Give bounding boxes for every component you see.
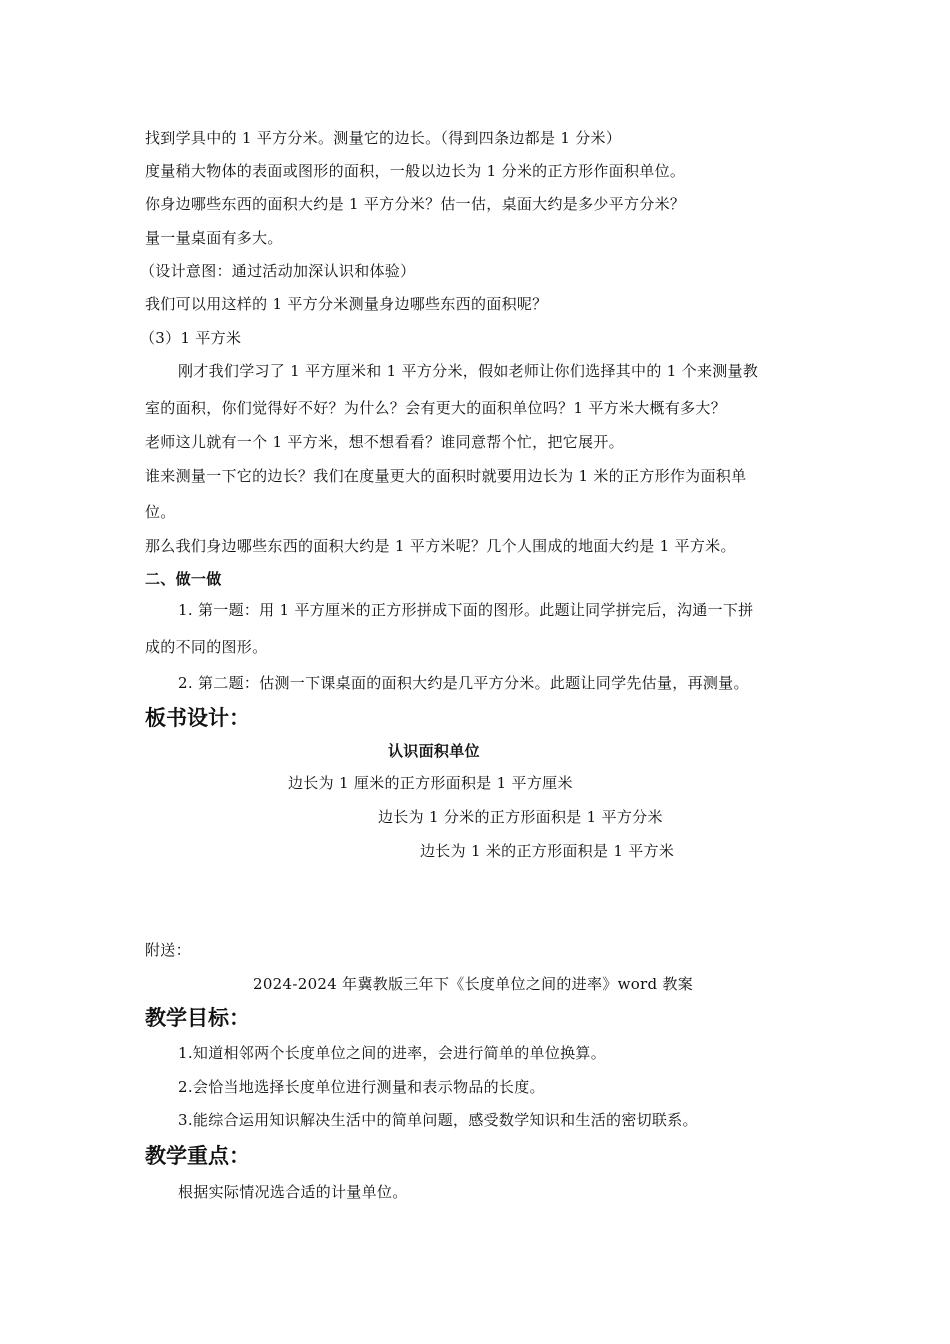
board-row: 边长为 1 米的正方形面积是 1 平方米 [420,842,675,860]
paragraph-line: 你身边哪些东西的面积大约是 1 平方分米？估一估，桌面大约是多少平方分米？ [145,195,686,213]
key-point: 根据实际情况选合适的计量单位。 [178,1183,408,1201]
design-intent-note: （设计意图：通过活动加深认识和体验） [140,262,416,280]
board-design-heading: 板书设计： [145,706,250,730]
appendix-document-title: 2024-2024 年冀教版三年下《长度单位之间的进率》word 教案 [253,975,694,993]
paragraph-line: 刚才我们学习了 1 平方厘米和 1 平方分米，假如老师让你们选择其中的 1 个来测量教 [178,362,759,380]
teaching-goals-heading: 教学目标： [145,1006,250,1030]
paragraph-line: 位。 [145,503,176,521]
goal-item: 3.能综合运用知识解决生活中的简单问题，感受数学知识和生活的密切联系。 [178,1111,698,1129]
paragraph-line: 量一量桌面有多大。 [145,229,283,247]
paragraph-line: 度量稍大物体的表面或图形的面积，一般以边长为 1 分米的正方形作面积单位。 [145,162,686,180]
teaching-key-heading: 教学重点： [145,1144,250,1168]
board-row: 边长为 1 厘米的正方形面积是 1 平方厘米 [288,774,573,792]
paragraph-line: 谁来测量一下它的边长？我们在度量更大的面积时就要用边长为 1 米的正方形作为面积单 [145,467,747,485]
paragraph-line: 室的面积，你们觉得好不好？为什么？会有更大的面积单位吗？1 平方米大概有多大？ [145,399,727,417]
exercise-line: 1. 第一题：用 1 平方厘米的正方形拼成下面的图形。此题让同学拼完后，沟通一下拼 [178,601,754,619]
goal-item: 2.会恰当地选择长度单位进行测量和表示物品的长度。 [178,1078,545,1096]
section-heading: 二、做一做 [145,570,222,588]
subsection-title: （3）1 平方米 [140,329,242,347]
appendix-label: 附送： [145,941,191,959]
paragraph-line: 老师这儿就有一个 1 平方米，想不想看看？谁同意帮个忙，把它展开。 [145,433,624,451]
board-title: 认识面积单位 [388,742,480,760]
goal-item: 1.知道相邻两个长度单位之间的进率，会进行简单的单位换算。 [178,1044,607,1062]
exercise-line: 2. 第二题：估测一下课桌面的面积大约是几平方分米。此题让同学先估量，再测量。 [178,674,749,692]
exercise-line: 成的不同的图形。 [145,638,268,656]
paragraph-line: 我们可以用这样的 1 平方分米测量身边哪些东西的面积呢？ [145,295,548,313]
paragraph-line: 那么我们身边哪些东西的面积大约是 1 平方米呢？几个人围成的地面大约是 1 平方米。 [145,537,736,555]
board-row: 边长为 1 分米的正方形面积是 1 平方分米 [378,808,663,826]
paragraph-line: 找到学具中的 1 平方分米。测量它的边长。（得到四条边都是 1 分米） [145,129,622,147]
